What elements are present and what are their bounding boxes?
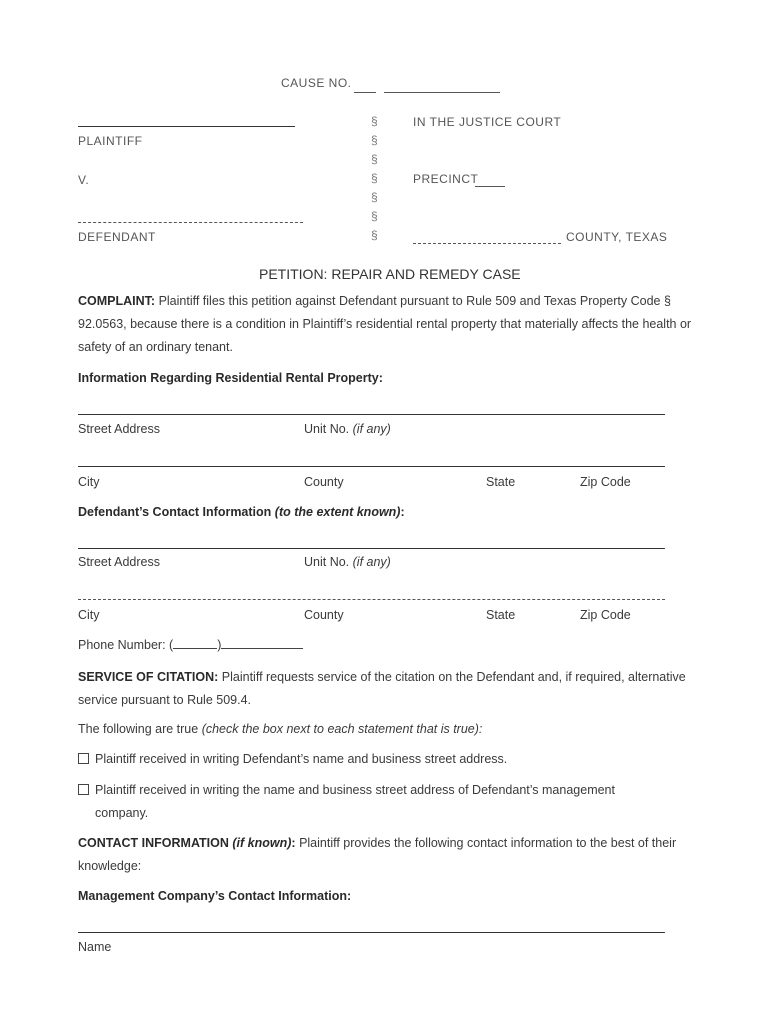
management-name-label: Name bbox=[78, 940, 112, 954]
plaintiff-name-field[interactable] bbox=[78, 126, 295, 127]
precinct-label: PRECINCT bbox=[413, 172, 479, 186]
precinct-field[interactable] bbox=[475, 186, 505, 187]
defendant-contact-heading: Defendant’s Contact Information (to the extent known): bbox=[78, 505, 405, 519]
checkbox-1-label: Plaintiff received in writing Defendant’s name and business street address. bbox=[95, 752, 508, 766]
service-paragraph bbox=[78, 666, 703, 712]
phone-number-field[interactable] bbox=[221, 638, 303, 649]
phone-number-label: Phone Number: ( ) bbox=[78, 638, 303, 652]
service-text: Plaintiff requests service of the citation on the Defendant and, if required, alternative service pursuant to Rule 509.4. bbox=[78, 670, 686, 707]
checkbox-2-label: Plaintiff received in writing the name and business street address of Defendant’s management bbox=[95, 783, 615, 797]
defendant-label: DEFENDANT bbox=[78, 230, 156, 244]
service-label: SERVICE OF CITATION: bbox=[78, 670, 219, 684]
section-symbol: § bbox=[371, 171, 378, 185]
property-county-label: County bbox=[304, 475, 344, 489]
complaint-label: COMPLAINT: bbox=[78, 294, 156, 308]
section-symbol: § bbox=[371, 190, 378, 204]
court-label: IN THE JUSTICE COURT bbox=[413, 115, 562, 129]
cause-no-field-a[interactable] bbox=[354, 92, 376, 93]
property-city-field[interactable] bbox=[78, 466, 665, 467]
section-symbol: § bbox=[371, 133, 378, 147]
defendant-county-label: County bbox=[304, 608, 344, 622]
county-field[interactable] bbox=[413, 243, 561, 244]
checkbox-row-1[interactable] bbox=[78, 752, 507, 766]
property-zip-label: Zip Code bbox=[580, 475, 631, 489]
management-name-field[interactable] bbox=[78, 932, 665, 933]
property-state-label: State bbox=[486, 475, 516, 489]
checkbox-1[interactable] bbox=[78, 753, 89, 764]
defendant-street-label: Street Address bbox=[78, 555, 160, 569]
versus-label: V. bbox=[78, 173, 90, 187]
defendant-name-field[interactable] bbox=[78, 222, 303, 223]
defendant-street-field[interactable] bbox=[78, 548, 665, 549]
defendant-city-label: City bbox=[78, 608, 100, 622]
checkbox-row-2[interactable] bbox=[78, 783, 615, 797]
section-symbol: § bbox=[371, 209, 378, 223]
section-symbol: § bbox=[371, 114, 378, 128]
property-unit-label: Unit No. (if any) bbox=[304, 422, 391, 436]
section-symbol: § bbox=[371, 152, 378, 166]
complaint-text: Plaintiff files this petition against Defendant pursuant to Rule 509 and Texas Property Code § 92.0563, because there is a condition in Plaintiff’s residential rental property that materially affects the health or safety of an ordinary tenant. bbox=[78, 294, 692, 354]
contact-text: Plaintiff provides the following contact information to the best of their knowledge: bbox=[78, 836, 677, 873]
phone-area-code-field[interactable] bbox=[173, 638, 217, 649]
defendant-unit-label: Unit No. (if any) bbox=[304, 555, 391, 569]
defendant-state-label: State bbox=[486, 608, 516, 622]
property-heading: Information Regarding Residential Rental Property: bbox=[78, 371, 383, 385]
property-street-field[interactable] bbox=[78, 414, 665, 415]
contact-paragraph: CONTACT INFORMATION (if known): Plaintiff provides the following contact information to the best of their knowledge: bbox=[78, 836, 677, 873]
contact-label: CONTACT INFORMATION bbox=[78, 836, 229, 850]
section-symbol: § bbox=[371, 228, 378, 242]
cause-no-label: CAUSE NO. bbox=[281, 76, 352, 90]
cause-no-field-b[interactable] bbox=[384, 92, 500, 93]
management-heading: Management Company’s Contact Information: bbox=[78, 889, 352, 903]
property-city-label: City bbox=[78, 475, 100, 489]
following-true-line: The following are true (check the box next to each statement that is true): bbox=[78, 722, 483, 736]
defendant-city-field[interactable] bbox=[78, 599, 665, 600]
plaintiff-label: PLAINTIFF bbox=[78, 134, 143, 148]
defendant-zip-label: Zip Code bbox=[580, 608, 631, 622]
checkbox-2-label-cont: company. bbox=[95, 806, 149, 820]
county-texas-label: COUNTY, TEXAS bbox=[566, 230, 668, 244]
property-street-label: Street Address bbox=[78, 422, 160, 436]
complaint-paragraph bbox=[78, 290, 703, 359]
checkbox-2[interactable] bbox=[78, 784, 89, 795]
page-title: PETITION: REPAIR AND REMEDY CASE bbox=[259, 266, 521, 282]
